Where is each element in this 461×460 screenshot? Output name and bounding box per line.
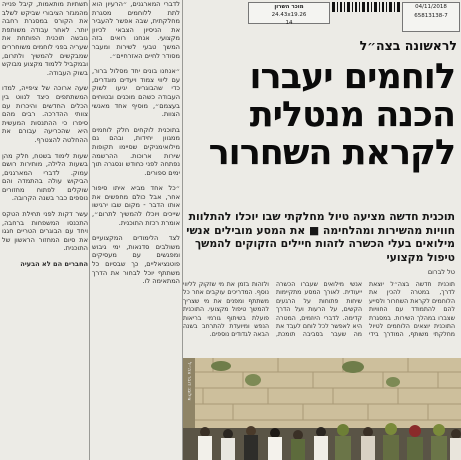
column-paragraph: ״כל אחד מביא איתו סיפור אחר, אבל כולם מחפשים את אותו הדבר - מקום שבו ירגישו שייכים ויוכלו להמשיך לתרום״, אומרת רכזת התוכנית. <box>92 184 180 227</box>
date-box <box>402 2 460 32</box>
column-paragraph: לצד הלימודים המקצועיים משולבים סדנאות, ימי גיבוש ומפגשים עם מעסיקים פוטנציאליים, כך שבסיום כל משתתף יוכל לבחור את הדרך המתאימה לו. <box>92 234 180 286</box>
publication-size: 24.43x19.26 <box>271 12 307 18</box>
clipping-header <box>186 2 460 40</box>
clipping-date: 04/11/2018 <box>415 4 447 10</box>
column-paragraph: בתוכנית לוקחים חלק לוחמים ממגוון יחידות, ובהם גם מילואימניקים שסיימו תקופות שירות ארוכות. ההרשמה נפתחה לפני כחודש ונסגרה תוך ימים ספורים. <box>92 125 180 177</box>
article-headline <box>183 58 455 172</box>
headline-line: לקראת השחרור <box>208 133 455 173</box>
article-photo <box>183 358 461 460</box>
text-column-middle <box>92 0 180 460</box>
article-subheadline: תוכנית חדשה מציעה טיול מחלקתי שבו יוכלו להתלוות חוויות מהשירות ומהלחימה ■ את המסע מובילים אנשי מילואים בעלי הכשרה לזהות חיילים הזקוקים להמשך טיפול מקצועי <box>186 210 455 264</box>
article-body: תוכנית חדשה בצה״ל יוצאת לדרך, במטרה להכין את הלוחמים לקראת השחרור ולסייע להם להתמודד עם החוויות שצברו במהלך השירות. במסגרת התוכנית יוצאים הלוחמים לטיול מחלקתי משותף, המודרך בידי אנשי מילואים שעברו הכשרה ייעודית. לאורך המסע מתקיימות שיחות פתוחות על הרגעים הקשים, על הרעות ועל הדרך קדימה. לדברי היוזמים, המטרה היא לאפשר לכל לוחם לעבד את מה שעבר בסביבה תומכת, ולזהות בזמן את מי שזקוק לליווי נוסף. המדריכים עוקבים אחר כל משתתף ומפנים את מי שצריך להמשך טיפול מקצועי. התוכנית פועלת בשיתוף גורמי בריאות הנפש ומיועדת להתרחב בשנה הבאה לגדודים נוספים. <box>183 281 455 339</box>
clipping-code: 65813138-7 <box>414 13 448 19</box>
soldiers-at-wall-image <box>183 358 461 460</box>
headline-line: לוחמים יעברו <box>249 57 455 97</box>
publication-name: מוכר השרון <box>274 4 304 10</box>
column-divider <box>89 0 90 460</box>
column-paragraph: שעות לימוד בשטח, חלק מהן בשעות הלילה, מותירות רושם עמוק. לדברי המארגנים, הביקוש עולה בהתמדה והם שוקלים לפתוח מחזורים נוספים כבר בשנה הקרובה. <box>2 151 88 203</box>
barcode <box>332 2 400 12</box>
article-byline: טל לברום <box>427 268 455 276</box>
publication-box <box>248 2 330 24</box>
column-paragraph: לדברי המארגנים, ״הרעיון הוא לתת ללוחמים מסגרת מחלקתית, שבה אפשר להעביר את הניסיון הצבאי לכיוון מקצועי. אנחנו רואים בזה המשך טבעי לשירות ומעבר מסודר לחיים האזרחיים״. <box>92 0 180 60</box>
column-subheading: החברים הם לא הבעיה <box>20 260 88 269</box>
column-paragraph: תשתיות מותאמות, קיבל פנייה מהמגזר הציבורי שביקש לשלב את הקורס במסגרת רחבה יותר. לאחר עבודה משותפת גובשה תוכנית הפותחת את שעריה בפני לוחמים משוחררים שמבקשים להמשיך ולתרום, ובמקביל ללמוד מקצוע מבוקש בשוק העבודה. <box>2 0 88 77</box>
article-kicker: לראשונה בצה״ל <box>359 38 457 53</box>
publication-page: 14 <box>285 20 293 26</box>
column-paragraph: עשר דקות לפני תחילת הטקס התכנסו המשפחות ברחבה, ויחד עם הבוגרים הטריים חגגו את סיום המחזור הראשון של התוכנית. <box>2 210 88 253</box>
headline-line: הכנה מנטלית <box>249 95 455 135</box>
column-paragraph: שעה ארוכה של ציפייה, למדו המשתתפים כיצד לנווט בין הכלים החדשים והיכרות עם צוותי ההדרכה. רבים מהם סיפרו כי ההתנסות המעשית היא שהכריעה עבורם את ההחלטה להצטרף. <box>2 84 88 144</box>
photo-credit: צילום: דובר צה״ל <box>186 362 192 401</box>
text-column-left <box>2 0 88 460</box>
column-paragraph: ״אנחנו בונים יחד מסלול ברור, עם ליווי צמוד ויעדים מוגדרים, כדי שהבוגרים יגיעו לשוק העבודה כשהם מוכנים ובטוחים בעצמם״, מוסיף אחד מאנשי הצוות. <box>92 67 180 119</box>
